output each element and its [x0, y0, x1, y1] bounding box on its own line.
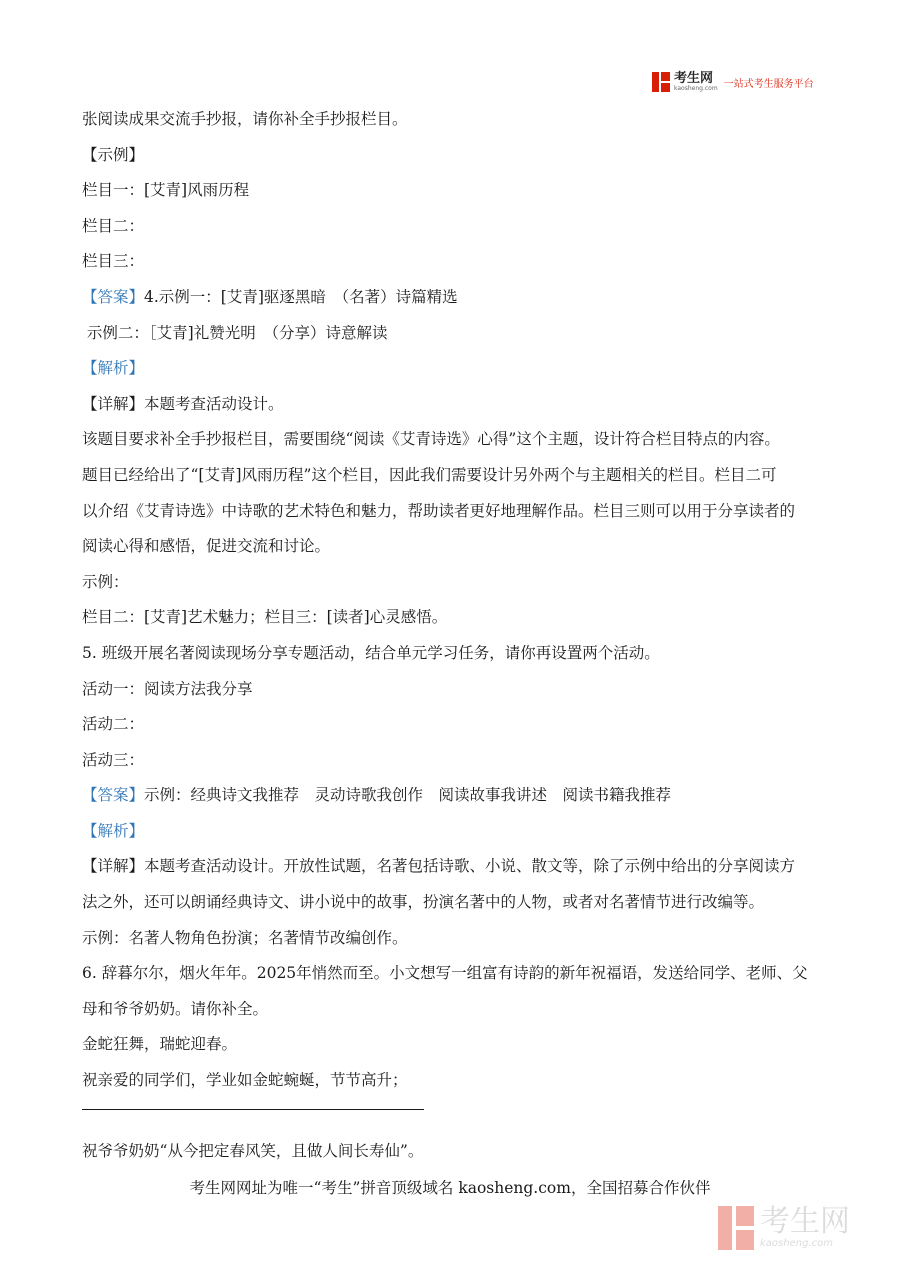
logo-text: [674, 72, 718, 92]
text-line: 祝爷爷奶奶“从今把定春风笑，且做人间长寿仙”。: [82, 1142, 424, 1161]
text-line: 该题目要求补全手抄报栏目，需要围绕“阅读《艾青诗选》心得”这个主题，设计符合栏目特点的内容。: [82, 430, 780, 449]
text-line: 法之外，还可以朗诵经典诗文、讲小说中的故事，扮演名著中的人物，或者对名著情节进行改编等。: [82, 893, 765, 912]
question-5: 5. 班级开展名著阅读现场分享专题活动，结合单元学习任务，请你再设置两个活动。: [82, 643, 660, 662]
watermark-cn: 考生网: [760, 1204, 850, 1239]
watermark-text: [760, 1204, 850, 1249]
analysis-line: [82, 814, 822, 850]
text-line: 题目已经给出了“[艾青]风雨历程”这个栏目，因此我们需要设计另外两个与主题相关的栏目。栏目二可: [82, 465, 777, 484]
text-line: 阅读心得和感悟，促进交流和讨论。: [82, 537, 331, 556]
watermark-en: kaosheng.com: [760, 1238, 833, 1249]
answer-line: [82, 778, 822, 814]
kaosheng-watermark-icon: [718, 1206, 754, 1250]
text-line: 张阅读成果交流手抄报，请你补全手抄报栏目。: [82, 110, 408, 128]
answer-text: 示例：经典诗文我推荐 灵动诗歌我创作 阅读故事我讲述 阅读书籍我推荐: [144, 786, 672, 805]
kaosheng-logo-icon: [652, 72, 670, 92]
text-line: 【详解】本题考查活动设计。: [82, 394, 284, 413]
text-line: 示例：名著人物角色扮演；名著情节改编创作。: [82, 928, 408, 947]
logo-cn: 考生网: [674, 71, 714, 86]
text-line: 栏目三：: [82, 252, 145, 271]
page-footer: 考生网网址为唯一“考生”拼音顶级域名 kaosheng.com，全国招募合作伙伴: [189, 1179, 711, 1197]
text-line: 活动三：: [82, 750, 145, 769]
text-line: 栏目二：[艾青]艺术魅力；栏目三：[读者]心灵感悟。: [82, 608, 448, 627]
text-line: 金蛇狂舞，瑞蛇迎春。: [82, 1035, 238, 1054]
text-line: 母和爷爷奶奶。请你补全。: [82, 999, 269, 1018]
watermark: [718, 1200, 883, 1256]
answer-tag: 【答案】: [82, 287, 145, 306]
text-line: 示例：: [82, 572, 129, 591]
logo-slogan: 一站式考生服务平台: [723, 78, 814, 90]
header-logo: [652, 70, 822, 94]
fill-in-blank: [82, 1099, 822, 1135]
logo-en: kaosheng.com: [674, 85, 718, 92]
analysis-line: [82, 351, 822, 387]
question-6: 6. 辞暮尔尔，烟火年年。2025年悄然而至。小文想写一组富有诗韵的新年祝福语，发送给同学、老师、父: [82, 964, 808, 983]
analysis-tag: 【解析】: [82, 359, 145, 378]
text-line: 活动二：: [82, 715, 145, 734]
text-line: 活动一：阅读方法我分享: [82, 679, 253, 698]
text-line: 【示例】: [82, 145, 145, 164]
analysis-tag: 【解析】: [82, 821, 145, 840]
text-line: 栏目一：[艾青]风雨历程: [82, 181, 250, 200]
blank-underline: [82, 1109, 424, 1110]
answer-line: [82, 280, 822, 316]
text-line: 栏目二：: [82, 216, 145, 235]
text-line: 【详解】本题考查活动设计。开放性试题，名著包括诗歌、小说、散文等，除了示例中给出的分享阅读方: [82, 857, 796, 876]
text-line: 以介绍《艾青诗选》中诗歌的艺术特色和魅力，帮助读者更好地理解作品。栏目三则可以用于分享读者的: [82, 501, 796, 520]
answer-text: 4.示例一：[艾青]驱逐黑暗 （名著）诗篇精选: [144, 287, 458, 306]
text-line: 祝亲爱的同学们，学业如金蛇蜿蜒，节节高升；: [82, 1071, 408, 1090]
document-body: [82, 102, 822, 1170]
answer-tag: 【答案】: [82, 786, 145, 805]
text-line: 示例二：［艾青]礼赞光明 （分享）诗意解读: [82, 323, 388, 342]
